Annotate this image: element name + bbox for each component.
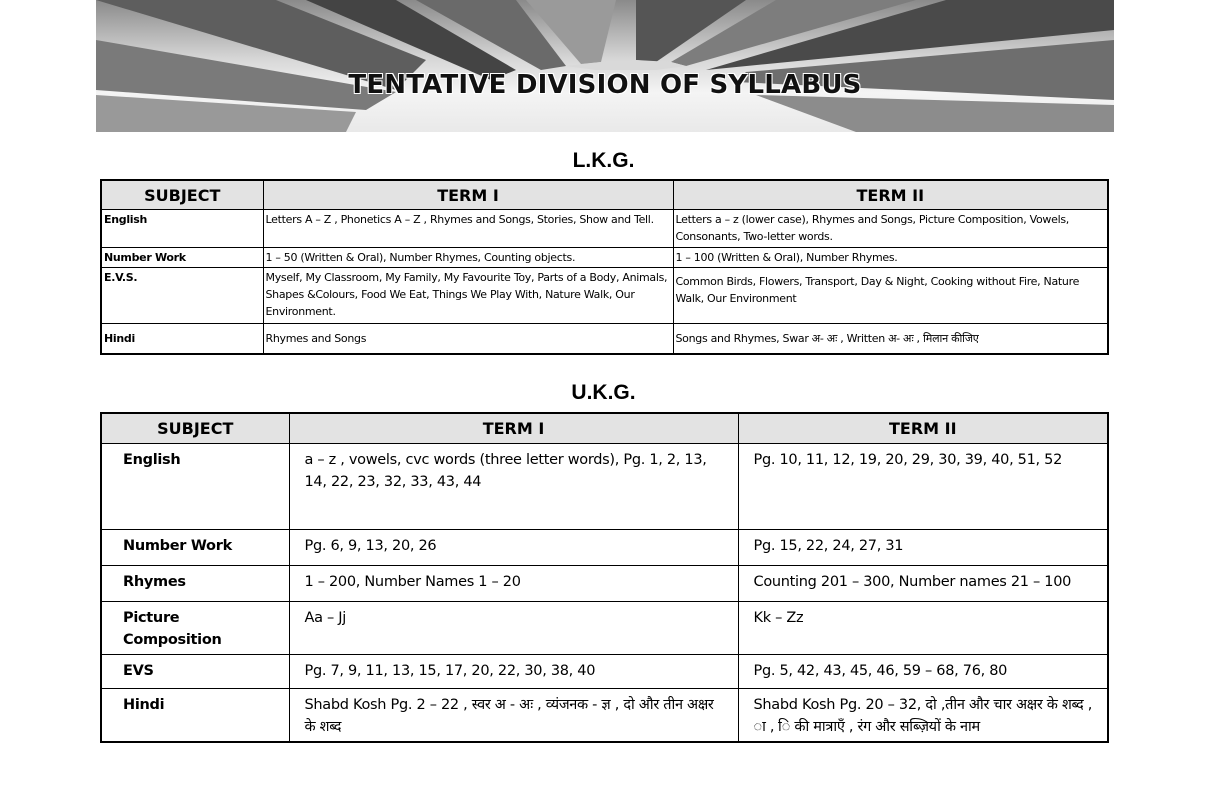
column-header-subject: SUBJECT bbox=[101, 413, 289, 444]
term1-cell: 1 – 200, Number Names 1 – 20 bbox=[289, 566, 738, 602]
table-row bbox=[101, 602, 1108, 655]
term1-cell: Shabd Kosh Pg. 2 – 22 , स्वर अ - अः , व्यंजनक - ज्ञ , दो और तीन अक्षर के शब्द bbox=[289, 689, 738, 743]
term1-cell: a – z , vowels, cvc words (three letter words), Pg. 1, 2, 13, 14, 22, 23, 32, 33, 43, 44 bbox=[289, 444, 738, 530]
term2-cell: Counting 201 – 300, Number names 21 – 100 bbox=[738, 566, 1108, 602]
header-banner bbox=[96, 0, 1114, 132]
pencils-illustration bbox=[96, 0, 1114, 132]
table-row bbox=[101, 268, 1108, 324]
lkg-title: L.K.G. bbox=[572, 149, 635, 172]
ukg-title: U.K.G. bbox=[571, 381, 636, 404]
table-header-row bbox=[101, 180, 1108, 210]
subject-cell: Number Work bbox=[101, 248, 263, 268]
table-row bbox=[101, 210, 1108, 248]
term1-cell: Aa – Jj bbox=[289, 602, 738, 655]
lkg-syllabus-table bbox=[100, 179, 1109, 355]
term2-cell: Pg. 15, 22, 24, 27, 31 bbox=[738, 530, 1108, 566]
term2-cell: 1 – 100 (Written & Oral), Number Rhymes. bbox=[673, 248, 1108, 268]
term1-cell: Pg. 6, 9, 13, 20, 26 bbox=[289, 530, 738, 566]
term2-cell: Letters a – z (lower case), Rhymes and Songs, Picture Composition, Vowels, Consonants, Two-letter words. bbox=[673, 210, 1108, 248]
term1-cell: Letters A – Z , Phonetics A – Z , Rhymes and Songs, Stories, Show and Tell. bbox=[263, 210, 673, 248]
term2-cell: Kk – Zz bbox=[738, 602, 1108, 655]
term1-cell: 1 – 50 (Written & Oral), Number Rhymes, Counting objects. bbox=[263, 248, 673, 268]
table-row bbox=[101, 324, 1108, 354]
subject-cell: Hindi bbox=[101, 324, 263, 354]
subject-cell: Number Work bbox=[101, 530, 289, 566]
term2-cell: Songs and Rhymes, Swar अ- अः , Written अ- अः , मिलान कीजिए bbox=[673, 324, 1108, 354]
banner-title: TENTATIVE DIVISION OF SYLLABUS bbox=[348, 70, 862, 100]
table-row bbox=[101, 689, 1108, 743]
term2-cell: Pg. 5, 42, 43, 45, 46, 59 – 68, 76, 80 bbox=[738, 655, 1108, 689]
subject-cell: Hindi bbox=[101, 689, 289, 743]
table-row bbox=[101, 530, 1108, 566]
column-header-term2: TERM II bbox=[673, 180, 1108, 210]
subject-cell: Picture Composition bbox=[101, 602, 289, 655]
column-header-subject: SUBJECT bbox=[101, 180, 263, 210]
table-row bbox=[101, 655, 1108, 689]
ukg-syllabus-table bbox=[100, 412, 1109, 743]
table-row bbox=[101, 566, 1108, 602]
table-header-row bbox=[101, 413, 1108, 444]
column-header-term2: TERM II bbox=[738, 413, 1108, 444]
term1-cell: Rhymes and Songs bbox=[263, 324, 673, 354]
table-row bbox=[101, 444, 1108, 530]
term1-cell: Pg. 7, 9, 11, 13, 15, 17, 20, 22, 30, 38, 40 bbox=[289, 655, 738, 689]
table-row bbox=[101, 248, 1108, 268]
column-header-term1: TERM I bbox=[263, 180, 673, 210]
subject-cell: E.V.S. bbox=[101, 268, 263, 324]
term1-cell: Myself, My Classroom, My Family, My Favourite Toy, Parts of a Body, Animals, Shapes &Colours, Food We Eat, Things We Play With, Nature Walk, Our Environment. bbox=[263, 268, 673, 324]
term2-cell: Common Birds, Flowers, Transport, Day & Night, Cooking without Fire, Nature Walk, Our Environment bbox=[673, 268, 1108, 324]
column-header-term1: TERM I bbox=[289, 413, 738, 444]
subject-cell: EVS bbox=[101, 655, 289, 689]
term2-cell: Shabd Kosh Pg. 20 – 32, दो ,तीन और चार अक्षर के शब्द , ा , ि की मात्राएँ , रंग और सब्ज़ियों के नाम bbox=[738, 689, 1108, 743]
subject-cell: English bbox=[101, 444, 289, 530]
term2-cell: Pg. 10, 11, 12, 19, 20, 29, 30, 39, 40, 51, 52 bbox=[738, 444, 1108, 530]
subject-cell: English bbox=[101, 210, 263, 248]
subject-cell: Rhymes bbox=[101, 566, 289, 602]
